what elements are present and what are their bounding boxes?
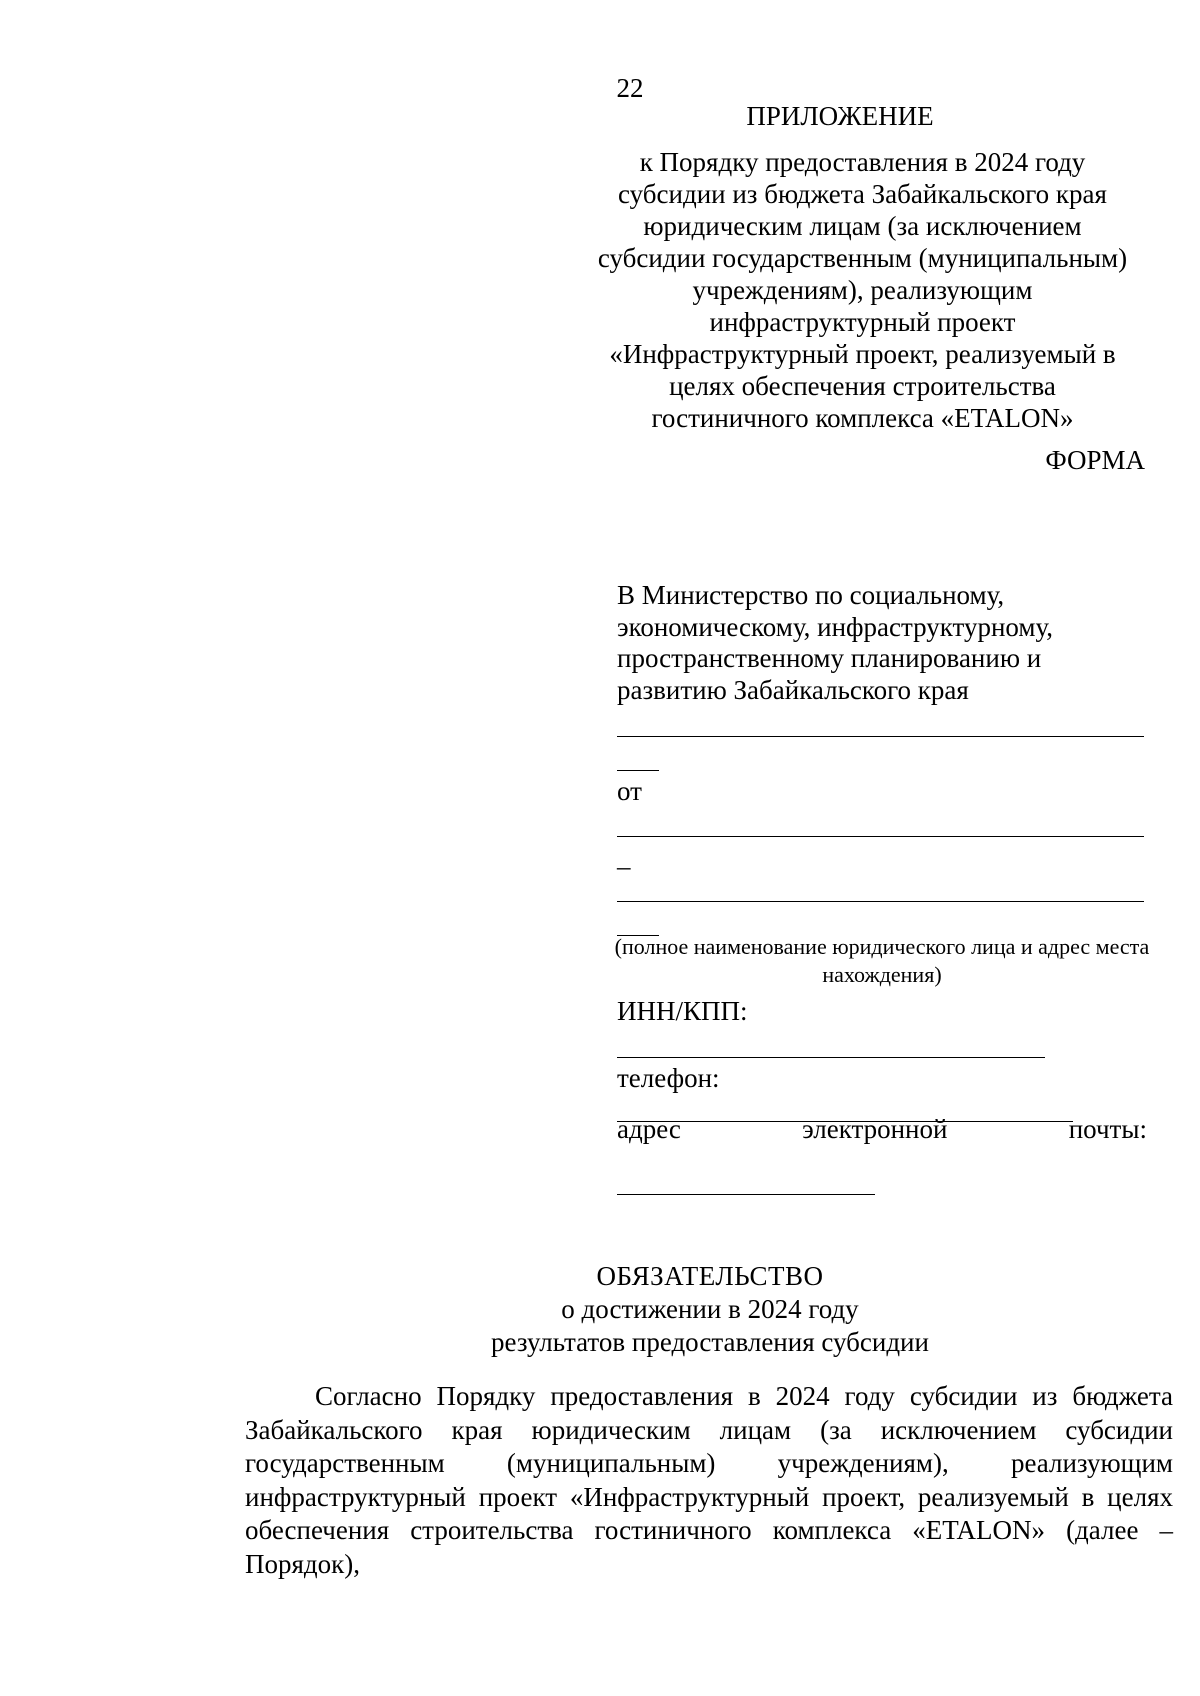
- addressee-line: В Министерство по социальному,: [617, 580, 1005, 610]
- appendix-line: «Инфраструктурный проект, реализуемый в: [609, 339, 1116, 369]
- legal-entity-caption: (полное наименование юридического лица и адрес места нахождения): [614, 934, 1150, 987]
- appendix-title: ПРИЛОЖЕНИЕ: [746, 101, 934, 131]
- obligation-heading: [460, 1260, 960, 1359]
- dash: –: [617, 851, 631, 881]
- email-word: адрес: [617, 1114, 681, 1144]
- blank-line-tail: [617, 770, 659, 771]
- appendix-description: [580, 146, 1145, 434]
- addressee-line: развитию Забайкальского края: [617, 674, 969, 705]
- appendix-line: инфраструктурный проект: [709, 307, 1016, 337]
- blank-line: [617, 901, 1144, 902]
- page-number: 22: [616, 73, 644, 103]
- appendix-line: учреждениям), реализующим: [692, 275, 1033, 305]
- appendix-line: к Порядку предоставления в 2024 году: [639, 147, 1086, 177]
- phone-label: телефон:: [617, 1063, 720, 1093]
- appendix-line: юридическим лицам (за исключением: [643, 211, 1082, 241]
- addressee-line: экономическому, инфраструктурному,: [617, 611, 1054, 642]
- body-paragraph: Согласно Порядку предоставления в 2024 году субсидии из бюджета Забайкальского края юридическим лицам (за исключением субсидии государственным (муниципальным) учреждениям), реализующим инфраструктурный проект «Инфраструктурный проект, реализуемый в целях обеспечения строительства гостиничного комплекса «ETALON» (далее – Порядок),: [245, 1381, 1173, 1579]
- appendix-line: субсидии из бюджета Забайкальского края: [618, 179, 1107, 209]
- appendix-line: гостиничного комплекса «ETALON»: [651, 403, 1074, 433]
- email-word: почты:: [1068, 1114, 1147, 1144]
- obligation-subtitle: результатов предоставления субсидии: [491, 1327, 929, 1357]
- addressee-block: [617, 580, 1147, 706]
- appendix-line: субсидии государственным (муниципальным): [597, 243, 1128, 273]
- inn-label: ИНН/КПП:: [617, 996, 748, 1026]
- addressee-line: пространственному планированию и: [617, 643, 1042, 673]
- appendix-line: целях обеспечения строительства: [669, 371, 1056, 401]
- email-word: электронной: [802, 1114, 948, 1144]
- blank-line: [617, 836, 1144, 837]
- form-label: ФОРМА: [1045, 445, 1145, 475]
- inn-blank-line: [617, 1057, 1045, 1058]
- obligation-title: ОБЯЗАТЕЛЬСТВО: [596, 1261, 824, 1291]
- blank-line: [617, 736, 1144, 737]
- obligation-subtitle: о достижении в 2024 году: [561, 1294, 859, 1324]
- email-blank-line: [617, 1194, 875, 1195]
- from-label: от: [617, 776, 642, 806]
- email-label: [617, 1113, 1147, 1146]
